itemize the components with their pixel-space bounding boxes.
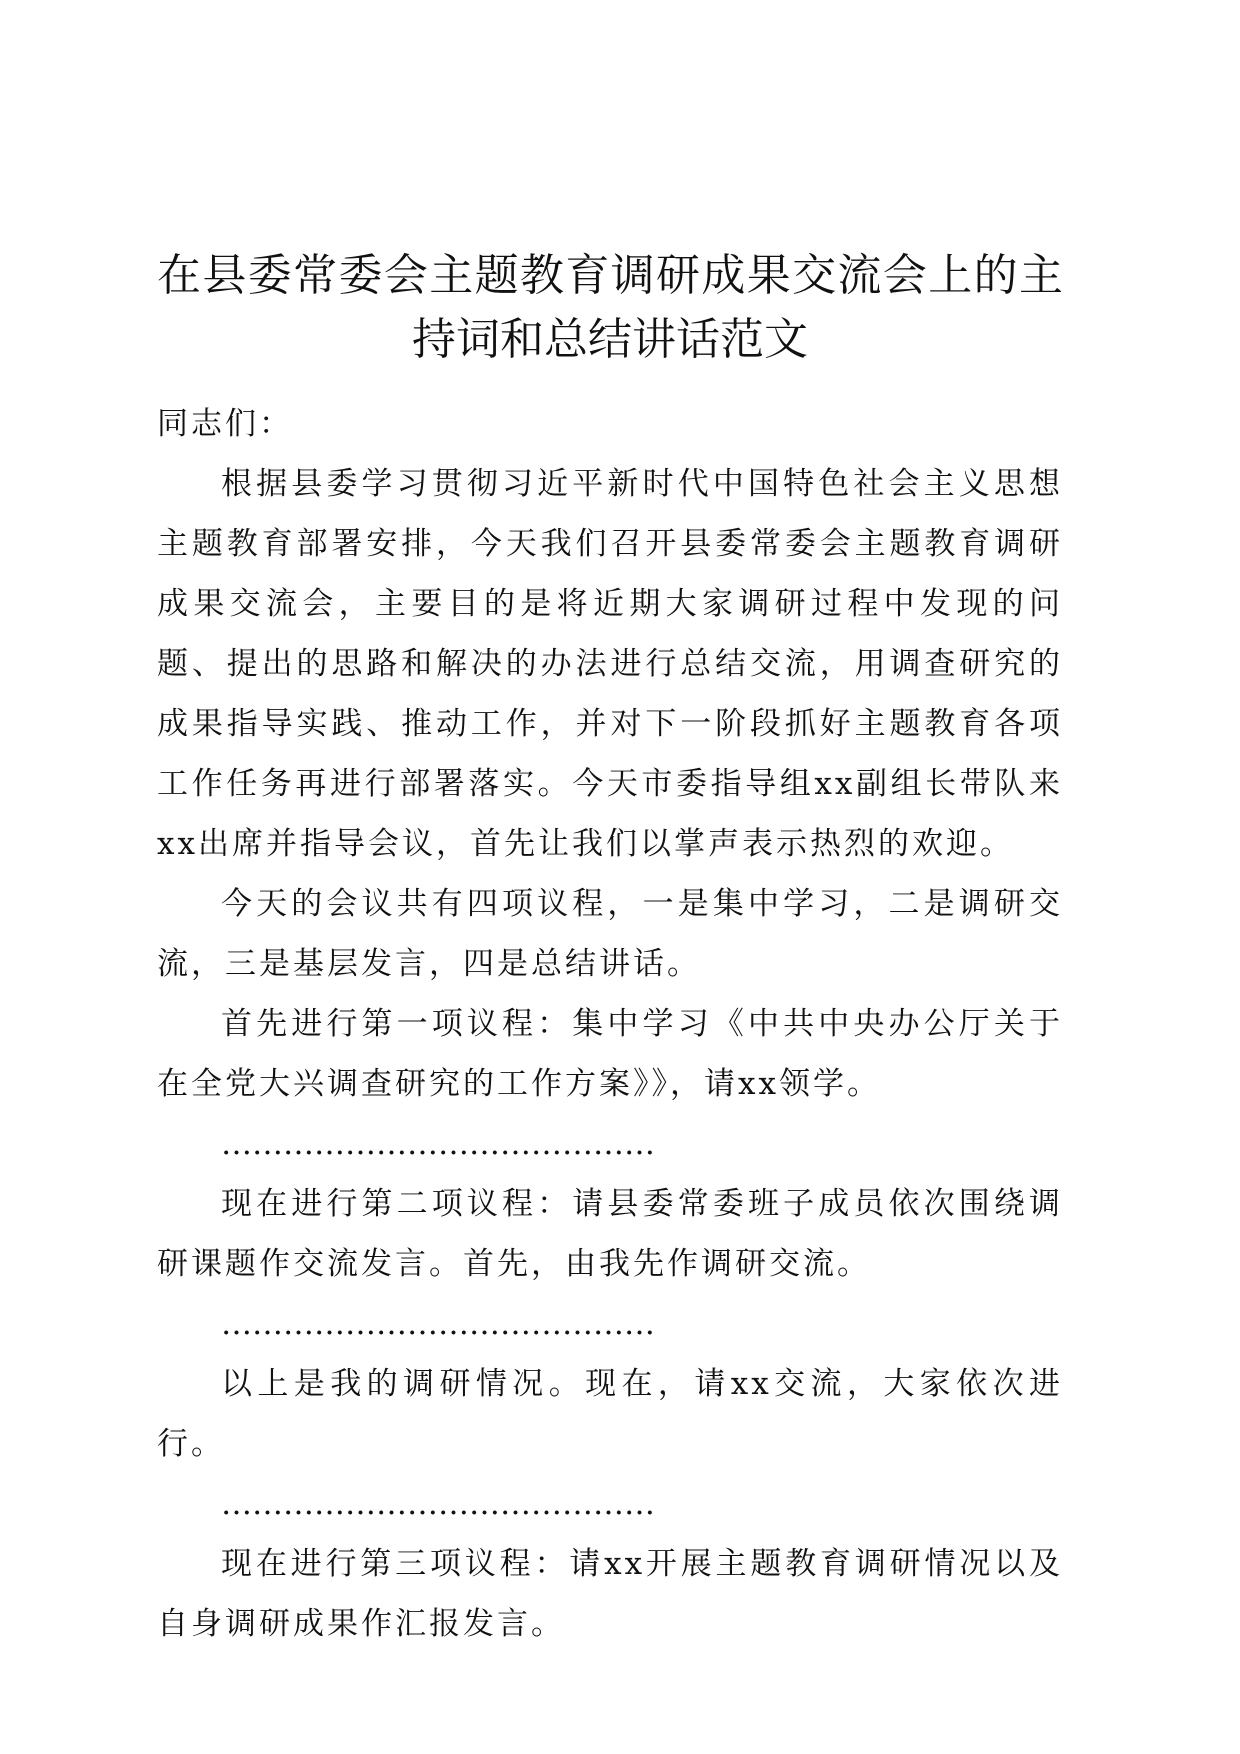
ellipsis-line-2: …………………………………… [221, 1306, 655, 1342]
paragraph-agenda: 今天的会议共有四项议程，一是集中学习，二是调研交流，三是基层发言，四是总结讲话。 [157, 886, 1063, 982]
paragraph-opening: 根据县委学习贯彻习近平新时代中国特色社会主义思想主题教育部署安排，今天我们召开县委常委会主题教育调研成果交流会，主要目的是将近期大家调研过程中发现的问题、提出的思路和解决的办法进行总结交流，用调查研究的成果指导实践、推动工作，并对下一阶段抓好主题教育各项工作任务再进行部署落实。今天市委指导组xx副组长带队来xx出席并指导会议，首先让我们以掌声表示热烈的欢迎。 [157, 466, 1063, 862]
ellipsis-line-3: …………………………………… [221, 1486, 655, 1522]
paragraph-second-item: 现在进行第二项议程：请县委常委班子成员依次围绕调研课题作交流发言。首先，由我先作调研交流。 [157, 1186, 1063, 1282]
document-body [157, 244, 1063, 1654]
ellipsis-line-1: …………………………………… [221, 1126, 655, 1162]
paragraph-report-transition: 以上是我的调研情况。现在，请xx交流，大家依次进行。 [157, 1366, 1063, 1462]
paragraph-third-item: 现在进行第三项议程：请xx开展主题教育调研情况以及自身调研成果作汇报发言。 [157, 1546, 1063, 1642]
document-title: 在县委常委会主题教育调研成果交流会上的主持词和总结讲话范文 [157, 250, 1063, 365]
paragraph-first-item: 首先进行第一项议程：集中学习《中共中央办公厅关于在全党大兴调查研究的工作方案》》，请xx领学。 [157, 1006, 1063, 1102]
greeting: 同志们： [157, 406, 293, 442]
